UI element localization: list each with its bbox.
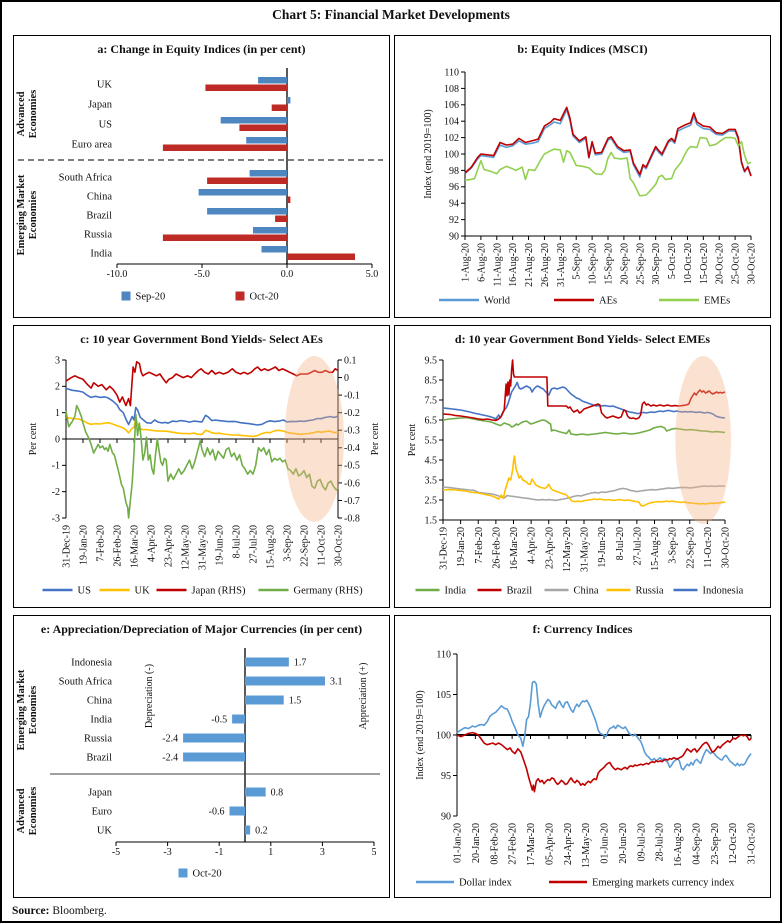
category-label: Japan	[88, 99, 112, 111]
x-tick-label: 27-Feb-20	[507, 823, 519, 865]
x-tick-label: -5	[111, 847, 121, 858]
x-tick-label: 17-Mar-20	[526, 823, 537, 867]
x-tick-label: 21-Aug-20	[524, 243, 536, 287]
x-tick-label: 26-Feb-20	[112, 525, 124, 567]
y-tick-label: 4.5	[424, 455, 437, 467]
x-tick-label: 3	[319, 847, 325, 858]
legend-swatch-Oct-20	[236, 292, 245, 301]
panel-d	[394, 325, 771, 608]
x-tick-label: 30-Oct-20	[746, 243, 758, 285]
x-tick-label: 31-Aug-20	[555, 243, 567, 287]
y-tick-label: 1.5	[424, 515, 437, 527]
y-tick-label: 7.5	[424, 395, 437, 407]
category-label: Russia	[83, 229, 112, 241]
y-tick-label: 100	[436, 730, 451, 742]
bar-South Africa-Oct-20	[207, 178, 287, 185]
value-label: 0.8	[270, 787, 284, 799]
y2-tick-label: -0.1	[344, 390, 360, 402]
legend-label: Brazil	[506, 585, 533, 597]
x-tick-label: 12-Oct-20	[728, 823, 740, 865]
y2-tick-label: -0.3	[344, 425, 360, 437]
x-tick-label: 27-Jul-20	[248, 525, 260, 564]
panel-e-chart	[14, 640, 387, 894]
x-tick-label: 15-Oct-20	[698, 243, 710, 285]
bar-Euro area-Sep-20	[246, 137, 287, 144]
x-tick-label: 23-Apr-20	[544, 527, 556, 570]
panel-b-title: b: Equity Indices (MSCI)	[517, 42, 648, 56]
y-tick-label: -3	[51, 513, 60, 525]
panel-d-chart	[395, 350, 768, 604]
x-tick-label: 19-Jun-20	[597, 527, 609, 568]
category-label: Indonesia	[71, 657, 112, 669]
y-tick-label: 106	[444, 100, 459, 112]
panel-a	[13, 35, 390, 318]
x-tick-label: 31-Oct-20	[746, 823, 758, 865]
x-tick-label: 4-Apr-20	[526, 527, 538, 565]
x-tick-label: 0.0	[280, 269, 294, 280]
y2-tick-label: 0.1	[344, 355, 357, 367]
value-label: -0.6	[208, 806, 225, 818]
x-tick-label: 15-Sep-20	[603, 243, 615, 285]
x-tick-label: 26-Feb-20	[491, 527, 503, 569]
bar-Brazil-Sep-20	[207, 208, 287, 215]
panel-c	[13, 325, 390, 608]
y-tick-label: 94	[449, 198, 459, 210]
bar-Russia-Sep-20	[253, 227, 287, 234]
x-tick-label: 22-Sep-20	[299, 525, 311, 567]
x-tick-label: 20-Jan-20	[470, 823, 482, 863]
y-tick-label: -1	[51, 460, 60, 472]
category-label: UK	[96, 825, 112, 837]
y-tick-label: -2	[51, 487, 60, 499]
value-label: 3.1	[329, 676, 343, 688]
x-tick-label: 31-May-20	[197, 525, 209, 570]
legend-label: Sep-20	[135, 291, 166, 303]
legend-label: Emerging markets currency index	[592, 877, 735, 889]
panel-e-title: e: Appreciation/Depreciation of Major Currencies (in per cent)	[40, 622, 363, 636]
x-tick-label: 15-Aug-20	[650, 527, 661, 571]
x-tick-label: 16-Mar-20	[509, 527, 520, 571]
category-label: Japan	[88, 787, 112, 799]
value-label: -2.4	[162, 752, 179, 764]
value-label: -2.4	[162, 733, 179, 745]
y-tick-label: 92	[449, 215, 459, 226]
x-tick-label: 30-Oct-20	[720, 527, 732, 569]
category-label: UK	[96, 79, 112, 91]
y-tick-label: 100	[444, 149, 459, 161]
y-tick-label: 110	[436, 649, 451, 661]
bar-South Africa-Oct-20	[245, 677, 325, 686]
x-tick-label: 6-Aug-20	[476, 243, 488, 282]
y-tick-label: 95	[441, 770, 451, 782]
x-tick-label: 31-May-20	[579, 527, 591, 572]
y2-tick-label: -0.5	[344, 460, 360, 472]
legend-label: EMEs	[704, 295, 731, 307]
x-tick-label: 26-Aug-20	[539, 243, 551, 287]
x-tick-label: 23-Sep-20	[709, 823, 721, 865]
y-tick-label: 90	[449, 231, 459, 243]
x-tick-label: 8-Jul-20	[231, 525, 243, 559]
y-tick-label: 108	[444, 83, 459, 95]
value-label: 1.7	[293, 657, 307, 669]
legend-label: India	[444, 585, 467, 597]
series-line-Dollar index	[457, 682, 751, 770]
bar-Russia-Oct-20	[163, 235, 287, 242]
y-tick-label: 0	[55, 434, 60, 446]
x-tick-label: -10.0	[106, 269, 128, 280]
value-label: 0.2	[255, 825, 268, 837]
category-label: Euro area	[71, 139, 112, 151]
bar-India-Oct-20	[287, 254, 355, 261]
x-tick-label: 30-Sep-20	[651, 243, 663, 285]
y-tick-label: 3	[55, 355, 60, 367]
legend-label: Germany (RHS)	[293, 585, 363, 597]
x-tick-label: 23-Apr-20	[163, 525, 175, 568]
x-tick-label: 11-Aug-20	[492, 243, 504, 287]
x-tick-label: 31-Dec-19	[61, 525, 73, 568]
legend-swatch-Sep-20	[122, 292, 131, 301]
panel-b	[394, 35, 771, 318]
panel-a-title: a: Change in Equity Indices (in per cent)	[97, 42, 306, 56]
highlight-ellipse	[285, 356, 344, 522]
x-tick-label: 31-Dec-19	[438, 527, 450, 570]
x-tick-label: 15-Aug-20	[265, 525, 277, 569]
x-tick-label: 30-Oct-20	[333, 525, 345, 567]
category-label: China	[86, 695, 112, 707]
x-tick-label: 16-Aug-20	[673, 823, 684, 867]
x-tick-label: 4-Apr-20	[146, 525, 158, 563]
y2-tick-label: 0	[344, 372, 349, 384]
group-label: Economies	[28, 786, 39, 836]
panel-f-chart	[395, 640, 768, 894]
y-axis-title: Per cent	[407, 423, 418, 457]
group-label: Advanced	[16, 91, 27, 137]
y-tick-label: 102	[444, 133, 459, 144]
x-tick-label: 08-Feb-20	[489, 823, 501, 865]
group-label: Economies	[28, 685, 39, 735]
x-tick-label: 1	[268, 847, 274, 858]
bar-India-Oct-20	[232, 715, 245, 724]
y-tick-label: 9.5	[424, 355, 437, 367]
bar-Japan-Oct-20	[245, 788, 266, 797]
panel-c-title: c: 10 year Government Bond Yields- Select AEs	[80, 332, 323, 346]
bar-Brazil-Oct-20	[183, 753, 245, 762]
group-label: Emerging Market	[16, 174, 27, 256]
x-tick-label: 16-Mar-20	[129, 525, 141, 569]
legend-label: Japan (RHS)	[191, 585, 246, 597]
x-tick-label: -5.0	[194, 269, 210, 280]
x-tick-label: 5-Sep-20	[571, 243, 583, 280]
bar-US-Oct-20	[239, 125, 287, 132]
y2-axis-title: Per cent	[370, 422, 381, 456]
bar-Euro-Oct-20	[230, 807, 245, 816]
x-tick-label: 11-Oct-20	[702, 527, 714, 568]
x-tick-label: 19-Jun-20	[214, 525, 226, 566]
x-tick-label: 13-May-20	[581, 823, 593, 868]
y-axis-title: Index (end 2019=100)	[423, 109, 434, 199]
panel-a-chart	[14, 60, 387, 314]
x-tick-label: 25-Sep-20	[635, 243, 647, 285]
x-tick-label: 28-Jul-20	[654, 823, 666, 862]
y-tick-label: 105	[436, 689, 451, 701]
bar-UK-Oct-20	[245, 826, 250, 835]
legend-label: China	[573, 585, 599, 597]
group-label: Advanced	[16, 788, 27, 834]
y-tick-label: 3.5	[424, 475, 437, 487]
bar-Japan-Oct-20	[272, 105, 287, 112]
x-tick-label: 16-Aug-20	[508, 243, 520, 287]
x-tick-label: 10-Sep-20	[587, 243, 599, 285]
x-tick-label: 5-Oct-20	[667, 243, 679, 280]
category-label: South Africa	[58, 172, 112, 184]
x-tick-label: 11-Oct-20	[316, 525, 328, 566]
panel-f	[394, 615, 771, 898]
bar-South Africa-Sep-20	[250, 170, 287, 177]
x-tick-label: 09-Jul-20	[636, 823, 648, 862]
bar-Japan-Sep-20	[287, 97, 290, 104]
panel-d-title: d: 10 year Government Bond Yields- Select EMEs	[454, 332, 711, 346]
category-label: India	[90, 714, 112, 726]
group-label: Economies	[28, 190, 39, 240]
x-tick-label: 01-Jun-20	[599, 823, 611, 864]
x-tick-label: 25-Oct-20	[730, 243, 742, 285]
x-tick-label: 19-Jan-20	[456, 527, 468, 567]
panel-b-chart	[395, 60, 768, 314]
legend-label: AEs	[599, 295, 618, 307]
y-axis-title: Index (end 2019=100)	[415, 690, 426, 780]
value-label: 1.5	[288, 695, 302, 707]
source-note	[12, 905, 107, 917]
x-tick-label: 1-Aug-20	[460, 243, 472, 282]
y-tick-label: 98	[449, 165, 459, 177]
category-label: China	[86, 191, 112, 203]
x-tick-label: -3	[163, 847, 172, 858]
bar-China-Oct-20	[287, 197, 290, 204]
x-tick-label: 22-Sep-20	[685, 527, 697, 569]
y-tick-label: 6.5	[424, 415, 437, 427]
y2-tick-label: -0.8	[344, 513, 360, 525]
bar-Indonesia-Oct-20	[245, 658, 289, 667]
y2-tick-label: -0.6	[344, 478, 360, 490]
y-axis-title: Per cent	[28, 422, 39, 456]
x-tick-label: 20-Jun-20	[617, 823, 629, 864]
y-tick-label: 1	[55, 408, 60, 420]
panel-c-chart	[14, 350, 387, 604]
category-label: Brazil	[86, 752, 112, 764]
source-value: Bloomberg.	[49, 905, 107, 917]
legend-label: US	[77, 585, 91, 597]
x-tick-label: 20-Oct-20	[714, 243, 726, 285]
legend-label: Oct-20	[192, 868, 222, 880]
axis-annotation: Depreciation (-)	[144, 663, 155, 729]
bar-Euro area-Oct-20	[163, 145, 287, 152]
y2-tick-label: -0.4	[344, 443, 360, 455]
bar-UK-Sep-20	[258, 77, 287, 84]
y-tick-label: 2.5	[424, 495, 437, 507]
x-tick-label: 7-Feb-20	[95, 525, 107, 562]
category-label: Russia	[83, 733, 112, 745]
x-tick-label: 5	[371, 847, 377, 858]
y-tick-label: 110	[444, 67, 459, 79]
y-tick-label: 96	[449, 182, 459, 194]
x-tick-label: 01-Jan-20	[452, 823, 464, 863]
bar-US-Sep-20	[221, 117, 287, 124]
group-label: Emerging Market	[16, 669, 27, 751]
panel-e	[13, 615, 390, 898]
panel-grid	[13, 35, 771, 898]
bar-Brazil-Oct-20	[275, 216, 287, 223]
x-tick-label: 12-May-20	[180, 525, 192, 570]
category-label: South Africa	[58, 676, 112, 688]
panel-f-title: f: Currency Indices	[532, 622, 633, 636]
legend-label: Indonesia	[702, 585, 744, 597]
category-label: US	[98, 119, 112, 131]
y-tick-label: 104	[444, 116, 459, 128]
category-label: Euro	[91, 806, 112, 818]
legend-label: World	[484, 295, 510, 307]
axis-annotation: Appreciation (+)	[358, 662, 369, 730]
bar-India-Sep-20	[262, 246, 288, 253]
x-tick-label: 8-Jul-20	[614, 527, 626, 561]
source-label: Source:	[12, 905, 50, 917]
legend-label: Oct-20	[249, 291, 279, 303]
group-label: Economies	[28, 89, 39, 139]
y2-tick-label: -0.2	[344, 408, 360, 420]
x-tick-label: 04-Sep-20	[691, 823, 703, 865]
x-tick-label: 19-Jan-20	[78, 525, 90, 565]
x-tick-label: 20-Sep-20	[619, 243, 631, 285]
bar-China-Sep-20	[199, 189, 287, 196]
x-tick-label: 27-Jul-20	[632, 527, 644, 566]
legend-label: UK	[134, 585, 150, 597]
bar-UK-Oct-20	[205, 85, 287, 92]
x-tick-label: 3-Sep-20	[282, 525, 294, 562]
y-tick-label: 8.5	[424, 375, 437, 387]
y-tick-label: 5.5	[424, 435, 437, 447]
series-line-Emerging markets currency index	[457, 733, 751, 792]
bar-China-Oct-20	[245, 696, 284, 705]
y2-tick-label: -0.7	[344, 495, 360, 507]
x-tick-label: 05-Apr-20	[544, 823, 556, 866]
x-tick-label: -1	[215, 847, 224, 858]
legend-label: Russia	[635, 585, 664, 597]
highlight-ellipse	[675, 356, 731, 524]
y-tick-label: 2	[55, 381, 60, 393]
category-label: Brazil	[86, 210, 112, 222]
legend-swatch-Oct-20	[179, 869, 188, 878]
legend-label: Dollar index	[459, 877, 512, 889]
x-tick-label: 24-Apr-20	[562, 823, 574, 866]
x-tick-label: 3-Sep-20	[667, 527, 679, 564]
x-tick-label: 10-Oct-20	[682, 243, 694, 285]
category-label: India	[90, 248, 112, 260]
x-tick-label: 5.0	[365, 269, 379, 280]
value-label: -0.5	[211, 714, 228, 726]
x-tick-label: 7-Feb-20	[473, 527, 485, 564]
y-tick-label: 90	[441, 811, 451, 823]
figure-title: Chart 5: Financial Market Developments	[272, 7, 510, 22]
x-tick-label: 12-May-20	[561, 527, 573, 572]
bar-Russia-Oct-20	[183, 734, 245, 743]
